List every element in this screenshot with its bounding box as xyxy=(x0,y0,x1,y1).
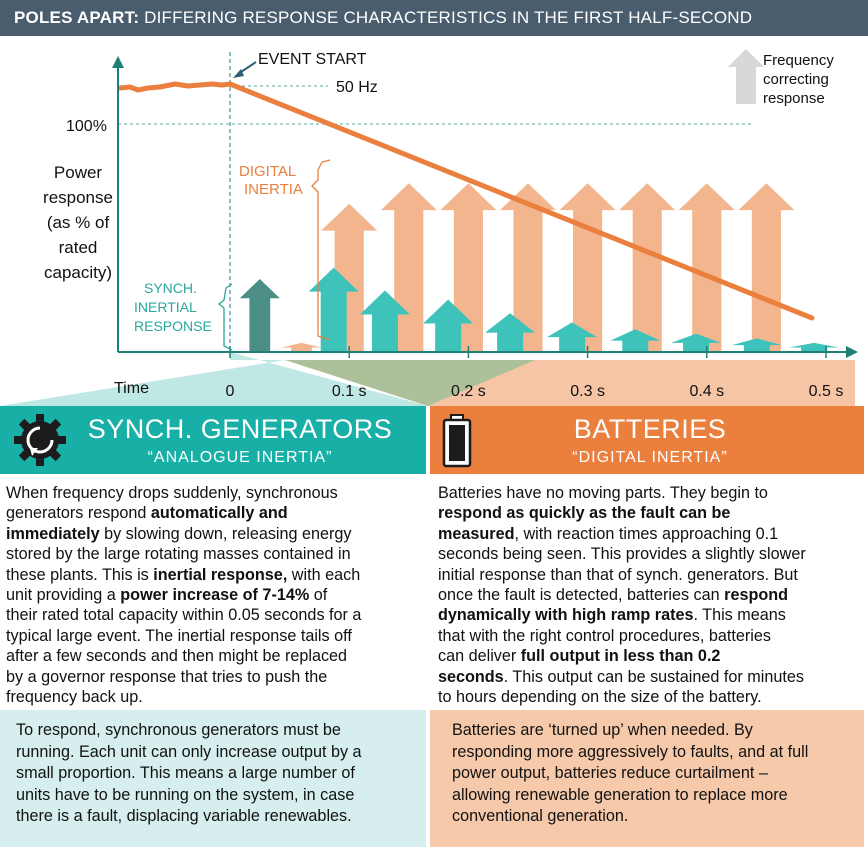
text-run: their rated total capacity within 0.05 seconds for a xyxy=(6,606,362,625)
text-line xyxy=(6,544,424,564)
bold-phrase: automatically and xyxy=(150,504,288,523)
synch-label-line: SYNCH. xyxy=(144,280,197,296)
footer-line: conventional generation. xyxy=(452,807,629,825)
text-run: by a governor response that tries to push the xyxy=(6,667,328,686)
y-label-line: capacity) xyxy=(43,263,113,282)
synch-title: SYNCH. GENERATORS xyxy=(87,414,393,444)
text-line xyxy=(6,626,424,646)
bold-phrase: seconds xyxy=(438,667,504,686)
text-line xyxy=(438,605,864,625)
response-chart xyxy=(0,36,868,406)
x-axis-label: Time xyxy=(114,380,149,397)
x-tick-label: 0.3 s xyxy=(570,383,605,400)
footer-line: small proportion. This means a large number of xyxy=(16,764,355,782)
battery-title: BATTERIES xyxy=(573,414,727,444)
digital-label-line: DIGITAL xyxy=(239,163,297,180)
text-line xyxy=(6,646,424,666)
text-line xyxy=(6,605,424,625)
text-line xyxy=(6,667,424,687)
synch-arrow xyxy=(789,343,839,352)
y-label-line: rated xyxy=(58,238,98,257)
y-axis-label xyxy=(43,163,113,282)
bold-phrase: respond xyxy=(724,586,789,605)
text-run: to hours depending on the size of the battery. xyxy=(438,688,762,707)
y-ref-label: 100% xyxy=(66,118,107,135)
footer-line: units have to be running on the system, in case xyxy=(16,785,355,804)
bold-phrase: immediately xyxy=(6,524,100,543)
synch-footer xyxy=(16,720,420,828)
bold-phrase: full output in less than 0.2 xyxy=(520,647,721,666)
synch-label-line: RESPONSE xyxy=(134,318,212,334)
footer-line: Batteries are ‘turned up’ when needed. By xyxy=(452,721,753,739)
text-run: these plants. This is xyxy=(6,565,154,584)
text-run: seconds being seen. This provides a slightly slower xyxy=(438,545,806,564)
event-start-label: EVENT START xyxy=(258,51,367,68)
text-run: frequency back up. xyxy=(6,688,143,707)
text-line xyxy=(6,503,424,523)
battery-arrow xyxy=(738,183,794,352)
text-run: by slowing down, releasing energy xyxy=(99,524,352,543)
text-run: unit providing a xyxy=(6,586,121,605)
battery-panel xyxy=(430,406,868,847)
gear-icon xyxy=(12,412,68,468)
text-line xyxy=(438,544,864,564)
text-line xyxy=(6,585,424,605)
text-line xyxy=(6,483,424,503)
synch-panel xyxy=(0,406,428,847)
footer-line: there is a fault, displacing variable renewables. xyxy=(16,807,352,825)
legend-arrow xyxy=(728,49,764,104)
battery-body xyxy=(438,483,864,707)
title-rest: DIFFERING RESPONSE CHARACTERISTICS IN THE FIRST HALF-SECOND xyxy=(144,8,753,27)
text-run: , with reaction times approaching 0.1 xyxy=(514,524,779,543)
battery-footer xyxy=(452,720,856,828)
text-run: initial response than that of synch. generators. But xyxy=(438,565,798,584)
synch-body xyxy=(6,483,424,707)
text-run: generators respond xyxy=(6,504,151,523)
bold-phrase: dynamically with high ramp rates xyxy=(438,606,694,625)
y-label-line: response xyxy=(43,188,113,207)
title-bold: POLES APART: xyxy=(14,8,140,27)
text-run: of xyxy=(309,586,328,605)
x-tick-label: 0.2 s xyxy=(451,383,486,400)
battery-arrow xyxy=(282,343,322,352)
x-tick-label: 0.1 s xyxy=(331,383,367,400)
bold-phrase: measured xyxy=(438,524,515,543)
text-line xyxy=(6,524,424,544)
text-line xyxy=(438,503,864,523)
synch-header xyxy=(0,406,426,474)
text-run: When frequency drops suddenly, synchronous xyxy=(6,484,338,502)
text-line xyxy=(6,565,424,585)
x-axis-arrowhead xyxy=(846,346,858,358)
y-label-line: (as % of xyxy=(46,213,110,232)
legend-line: Frequency xyxy=(763,52,834,69)
text-run: Batteries have no moving parts. They begin to xyxy=(438,484,768,502)
text-line xyxy=(438,667,864,687)
text-line xyxy=(438,585,864,605)
text-line xyxy=(438,524,864,544)
bold-phrase: power increase of 7-14% xyxy=(120,586,310,605)
text-run: stored by the large rotating masses contained in xyxy=(6,545,351,564)
x-tick-label: 0.5 s xyxy=(808,383,844,400)
text-run: with each xyxy=(287,565,361,584)
digital-label-line: INERTIA xyxy=(244,181,303,198)
text-line xyxy=(6,687,424,707)
footer-line: power output, batteries reduce curtailment – xyxy=(452,764,768,782)
text-line xyxy=(438,626,864,646)
legend-line: correcting xyxy=(763,71,829,88)
synch-subtitle: “ANALOGUE INERTIA” xyxy=(147,449,333,466)
text-run: after a few seconds and then might be replaced xyxy=(6,647,348,666)
text-run: once the fault is detected, batteries can xyxy=(438,586,725,605)
footer-line: responding more aggressively to faults, and at full xyxy=(452,742,809,761)
battery-header xyxy=(430,406,864,474)
battery-icon xyxy=(442,414,472,468)
battery-arrow xyxy=(619,183,675,352)
text-run: can deliver xyxy=(438,647,521,666)
synch-arrow xyxy=(240,279,280,352)
legend xyxy=(728,49,834,107)
text-run: typical large event. The inertial response tails off xyxy=(6,626,352,645)
text-line xyxy=(438,646,864,666)
y-axis-arrowhead xyxy=(112,56,124,68)
text-run: . This means xyxy=(693,606,786,625)
text-line xyxy=(438,483,864,503)
title-bar xyxy=(0,0,868,36)
footer-line: allowing renewable generation to replace more xyxy=(452,785,788,804)
text-line xyxy=(438,687,864,707)
freq-label: 50 Hz xyxy=(336,79,378,96)
x-tick-label: 0 xyxy=(225,383,235,400)
synch-label-line: INERTIAL xyxy=(134,299,197,315)
legend-line: response xyxy=(763,90,825,107)
footer-line: running. Each unit can only increase output by a xyxy=(16,742,362,761)
battery-subtitle: “DIGITAL INERTIA” xyxy=(572,449,728,466)
x-tick-label: 0.4 s xyxy=(689,383,725,400)
bold-phrase: inertial response, xyxy=(153,565,288,584)
bold-phrase: respond as quickly as the fault can be xyxy=(438,504,731,523)
text-line xyxy=(438,565,864,585)
footer-line: To respond, synchronous generators must be xyxy=(16,721,341,739)
text-run: that with the right control procedures, batteries xyxy=(438,626,771,645)
text-run: . This output can be sustained for minutes xyxy=(503,667,804,686)
y-label-line: Power xyxy=(53,163,103,182)
